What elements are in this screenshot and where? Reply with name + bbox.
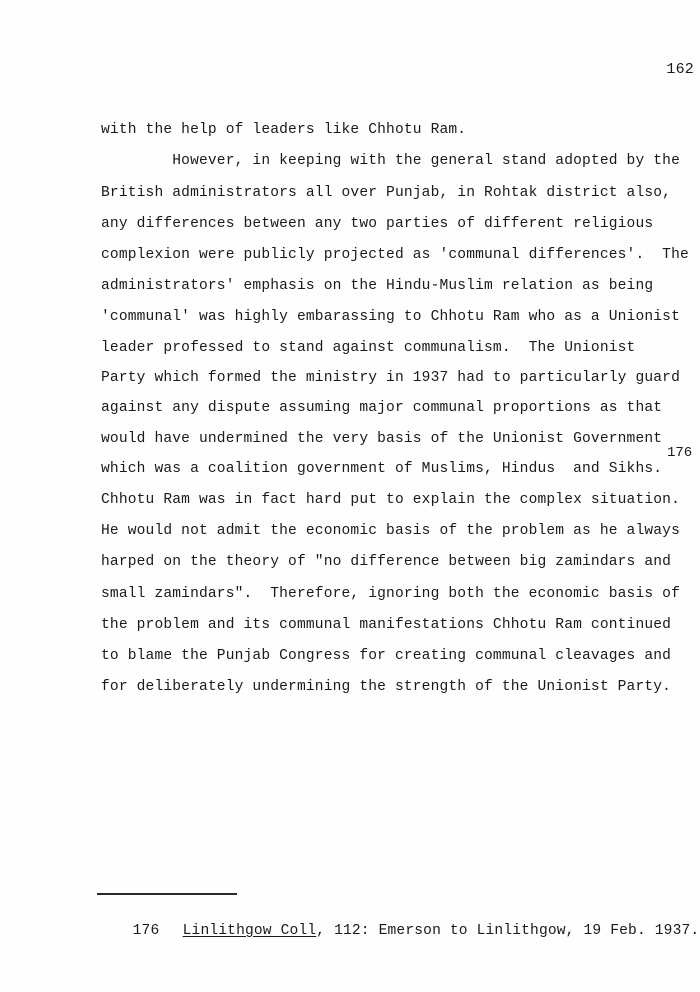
text-line: any differences between any two parties of different religious [101, 216, 654, 232]
text-line: to blame the Punjab Congress for creating communal cleavages and [101, 648, 672, 664]
footnote-source-title: Linlithgow Coll [182, 923, 317, 939]
footnote-divider [97, 893, 237, 895]
footnote-reference: 176 [667, 445, 693, 461]
page-number: 162 [666, 61, 694, 78]
text-line: would have undermined the very basis of the Unionist Government [101, 431, 663, 447]
text-line: against any dispute assuming major communal proportions as that [101, 400, 663, 416]
text-line: which was a coalition government of Muslims, Hindus and Sikhs. [101, 461, 663, 477]
text-line: administrators' emphasis on the Hindu-Muslim relation as being [101, 278, 654, 294]
text-line: with the help of leaders like Chhotu Ram. [101, 122, 467, 138]
text-line: 'communal' was highly embarassing to Chhotu Ram who as a Unionist [101, 309, 680, 325]
text-line: British administrators all over Punjab, in Rohtak district also, [101, 185, 672, 201]
text-line: small zamindars". Therefore, ignoring both the economic basis of [101, 586, 680, 602]
text-line: the problem and its communal manifestations Chhotu Ram continued [101, 617, 672, 633]
text-line: However, in keeping with the general stand adopted by the [101, 153, 680, 169]
text-line: leader professed to stand against communalism. The Unionist [101, 340, 636, 356]
text-line: He would not admit the economic basis of the problem as he always [101, 523, 680, 539]
footnote-number: 176 [132, 923, 160, 939]
text-line: Party which formed the ministry in 1937 had to particularly guard [101, 370, 680, 386]
text-line: for deliberately undermining the strength of the Unionist Party. [101, 679, 672, 695]
footnote-text: , 112: Emerson to Linlithgow, 19 Feb. 1937. [316, 923, 700, 939]
text-line: Chhotu Ram was in fact hard put to explain the complex situation. [101, 492, 680, 508]
footnote [97, 907, 699, 955]
text-line: harped on the theory of "no difference between big zamindars and [101, 554, 672, 570]
text-line: complexion were publicly projected as 'communal differences'. The [101, 247, 689, 263]
